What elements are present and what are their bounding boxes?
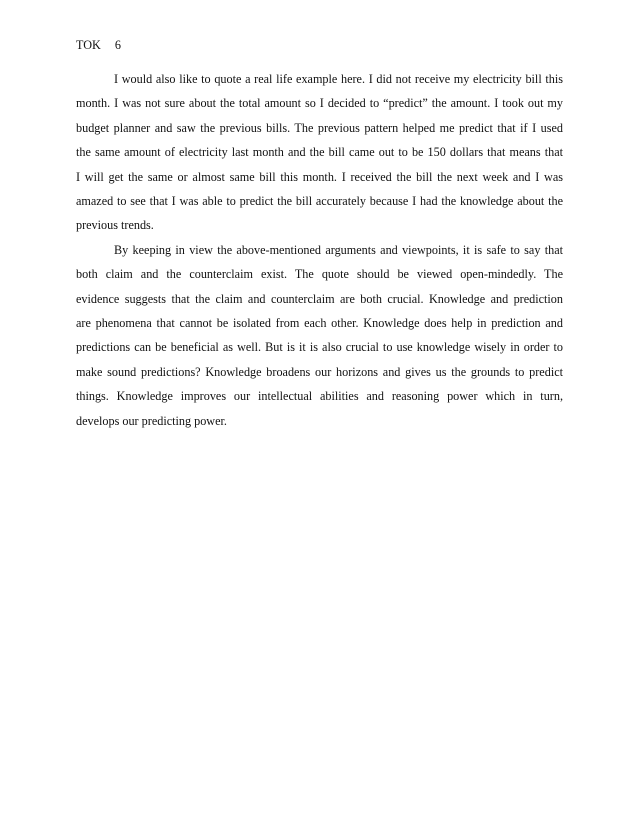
text-line: month. I was not sure about the total amount so I decided to “predict” the amount. I took out my bbox=[76, 96, 563, 111]
text-line: evidence suggests that the claim and counterclaim are both crucial. Knowledge and prediction bbox=[76, 291, 563, 306]
page-number: 6 bbox=[114, 38, 121, 52]
text-line: are phenomena that cannot be isolated from each other. Knowledge does help in prediction and bbox=[76, 316, 563, 331]
text-line: things. Knowledge improves our intellectual abilities and reasoning power which in turn, bbox=[76, 389, 563, 404]
text-line: both claim and the counterclaim exist. The quote should be viewed open-mindedly. The bbox=[76, 267, 563, 282]
text-line: By keeping in view the above-mentioned arguments and viewpoints, it is safe to say that bbox=[114, 242, 563, 257]
text-line: I would also like to quote a real life example here. I did not receive my electricity bill this bbox=[114, 72, 563, 86]
text-line: amazed to see that I was able to predict the bill accurately because I had the knowledge about the bbox=[76, 194, 563, 209]
text-line: the same amount of electricity last month and the bill came out to be 150 dollars that means that bbox=[76, 145, 563, 160]
text-line: previous trends. bbox=[76, 218, 154, 233]
running-header bbox=[76, 37, 121, 53]
header-title: TOK bbox=[76, 38, 101, 52]
text-line: develops our predicting power. bbox=[76, 413, 227, 428]
text-line: make sound predictions? Knowledge broadens our horizons and gives us the grounds to predict bbox=[76, 364, 563, 379]
text-line: I will get the same or almost same bill this month. I received the bill the next week and I was bbox=[76, 169, 563, 184]
text-line: predictions can be beneficial as well. But is it is also crucial to use knowledge wisely in order to bbox=[76, 340, 563, 355]
document-body bbox=[76, 67, 563, 433]
paragraph bbox=[76, 67, 563, 238]
text-line: budget planner and saw the previous bills. The previous pattern helped me predict that if I used bbox=[76, 120, 563, 135]
paragraph bbox=[76, 238, 563, 433]
